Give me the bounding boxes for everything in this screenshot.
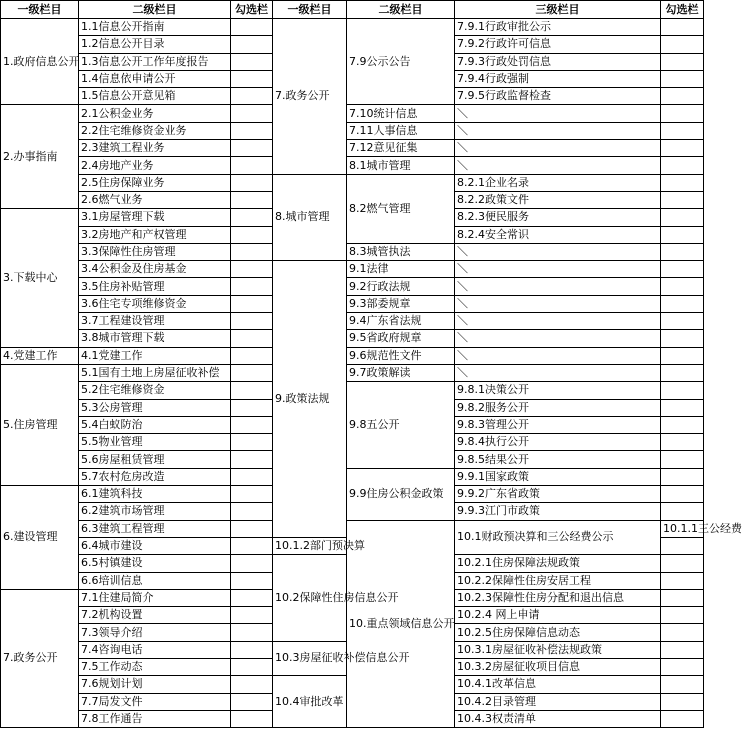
header-check-b: 勾选栏 (661, 1, 704, 19)
check-cell[interactable] (661, 105, 704, 122)
check-cell[interactable] (231, 382, 273, 399)
check-cell[interactable] (231, 468, 273, 485)
right-l2-cell: 9.6规范性文件 (347, 347, 455, 364)
left-item-cell: 7.8工作通告 (79, 710, 231, 727)
check-cell[interactable] (231, 710, 273, 727)
left-item-cell: 3.7工程建设管理 (79, 313, 231, 330)
right-l2-cell: 9.5省政府规章 (347, 330, 455, 347)
check-cell[interactable] (661, 347, 704, 364)
check-cell[interactable] (231, 607, 273, 624)
header-check: 勾选栏 (231, 1, 273, 19)
check-cell[interactable] (661, 209, 704, 226)
check-cell[interactable] (231, 537, 273, 554)
header-level2-b: 二级栏目 (347, 1, 455, 19)
check-cell[interactable] (231, 572, 273, 589)
header-level3: 三级栏目 (455, 1, 661, 19)
table-row (1, 382, 704, 399)
left-item-cell: 5.3公房管理 (79, 399, 231, 416)
left-item-cell: 6.5村镇建设 (79, 555, 231, 572)
table-row (1, 330, 704, 347)
check-cell[interactable] (231, 261, 273, 278)
check-cell[interactable] (661, 36, 704, 53)
table-row (1, 261, 704, 278)
check-cell[interactable] (231, 157, 273, 174)
left-item-cell: 1.2信息公开目录 (79, 36, 231, 53)
left-group-cell: 2.办事指南 (1, 105, 79, 209)
check-cell[interactable] (661, 313, 704, 330)
check-cell[interactable] (231, 641, 273, 658)
right-l3-cell: 10.3.2房屋征收项目信息 (455, 658, 661, 675)
right-l3-cell: 7.9.1行政审批公示 (455, 19, 661, 36)
right-l2-cell: 7.9公示公告 (347, 19, 455, 105)
table-row (1, 295, 704, 312)
check-cell[interactable] (231, 226, 273, 243)
check-cell[interactable] (661, 157, 704, 174)
right-l2-cell: 7.12意见征集 (347, 140, 455, 157)
check-cell[interactable] (231, 399, 273, 416)
right-l3-cell: 9.9.3江门市政策 (455, 503, 661, 520)
left-item-cell: 5.4白蚁防治 (79, 416, 231, 433)
check-cell[interactable] (661, 416, 704, 433)
check-cell[interactable] (661, 174, 704, 191)
left-item-cell: 1.1信息公开指南 (79, 19, 231, 36)
check-cell[interactable] (231, 624, 273, 641)
check-cell[interactable] (231, 589, 273, 606)
left-item-cell: 3.1房屋管理下载 (79, 209, 231, 226)
check-cell[interactable] (661, 364, 704, 381)
left-group-cell: 3.下载中心 (1, 209, 79, 347)
check-cell[interactable] (661, 624, 704, 641)
check-cell[interactable] (661, 555, 704, 572)
check-cell[interactable] (231, 347, 273, 364)
right-l2-cell: 8.3城管执法 (347, 243, 455, 260)
check-cell[interactable] (231, 88, 273, 105)
slash-cell: ＼ (455, 295, 661, 312)
slash-cell: ＼ (455, 243, 661, 260)
check-cell[interactable] (231, 36, 273, 53)
check-cell[interactable] (661, 88, 704, 105)
slash-cell: ＼ (455, 330, 661, 347)
right-l2-cell: 10.3房屋征收补偿信息公开 (273, 641, 347, 676)
right-l2-cell: 10.1财政预决算和三公经费公示 (455, 520, 661, 555)
table-row (1, 105, 704, 122)
table-row (1, 19, 704, 36)
left-item-cell: 4.1党建工作 (79, 347, 231, 364)
right-l3-cell: 9.8.1决策公开 (455, 382, 661, 399)
right-l3-cell: 7.9.2行政许可信息 (455, 36, 661, 53)
check-cell[interactable] (231, 278, 273, 295)
right-l2-cell: 7.11人事信息 (347, 122, 455, 139)
check-cell[interactable] (231, 313, 273, 330)
left-item-cell: 7.3领导介绍 (79, 624, 231, 641)
check-cell[interactable] (231, 451, 273, 468)
check-cell[interactable] (661, 261, 704, 278)
left-item-cell: 1.4信息依申请公开 (79, 70, 231, 87)
left-group-cell: 7.政务公开 (1, 589, 79, 727)
slash-cell: ＼ (455, 261, 661, 278)
table-row (1, 520, 704, 537)
check-cell[interactable] (661, 589, 704, 606)
check-cell[interactable] (231, 658, 273, 675)
left-item-cell: 5.1国有土地上房屋征收补偿 (79, 364, 231, 381)
check-cell[interactable] (231, 105, 273, 122)
left-item-cell: 5.6房屋租赁管理 (79, 451, 231, 468)
left-item-cell: 2.2住宅维修资金业务 (79, 122, 231, 139)
right-l3-cell: 7.9.3行政处罚信息 (455, 53, 661, 70)
check-cell[interactable] (661, 486, 704, 503)
left-item-cell: 5.5物业管理 (79, 434, 231, 451)
left-item-cell: 3.8城市管理下载 (79, 330, 231, 347)
check-cell[interactable] (661, 399, 704, 416)
left-item-cell: 2.6燃气业务 (79, 191, 231, 208)
right-l2-cell: 9.4广东省法规 (347, 313, 455, 330)
right-l3-cell: 8.2.2政策文件 (455, 191, 661, 208)
right-l2-cell: 10.4审批改革 (273, 676, 347, 728)
slash-cell: ＼ (455, 157, 661, 174)
left-item-cell: 3.5住房补贴管理 (79, 278, 231, 295)
table-row (1, 140, 704, 157)
right-l3-cell: 8.2.3便民服务 (455, 209, 661, 226)
right-l3-cell: 7.9.5行政监督检查 (455, 88, 661, 105)
left-item-cell: 3.3保障性住房管理 (79, 243, 231, 260)
left-item-cell: 6.3建筑工程管理 (79, 520, 231, 537)
right-l2-cell: 8.2燃气管理 (347, 174, 455, 243)
right-l3-cell: 8.2.1企业名录 (455, 174, 661, 191)
check-cell[interactable] (231, 520, 273, 537)
header-level2: 二级栏目 (79, 1, 231, 19)
right-l2-cell: 10.2保障性住房信息公开 (273, 555, 347, 641)
right-l3-cell: 10.4.3权责清单 (455, 710, 661, 727)
check-cell[interactable] (231, 174, 273, 191)
right-l3-cell: 9.8.5结果公开 (455, 451, 661, 468)
right-l3-cell: 9.8.3管理公开 (455, 416, 661, 433)
table-row (1, 313, 704, 330)
left-item-cell: 3.6住宅专项维修资金 (79, 295, 231, 312)
right-l2-cell: 9.2行政法规 (347, 278, 455, 295)
left-item-cell: 1.3信息公开工作年度报告 (79, 53, 231, 70)
check-cell[interactable] (661, 382, 704, 399)
check-cell[interactable] (661, 641, 704, 658)
check-cell[interactable] (661, 676, 704, 693)
check-cell[interactable] (231, 330, 273, 347)
check-cell[interactable] (661, 434, 704, 451)
slash-cell: ＼ (455, 105, 661, 122)
right-l3-cell: 9.8.4执行公开 (455, 434, 661, 451)
slash-cell: ＼ (455, 122, 661, 139)
right-l2-cell: 7.10统计信息 (347, 105, 455, 122)
left-item-cell: 5.7农村危房改造 (79, 468, 231, 485)
table-row (1, 347, 704, 364)
check-cell[interactable] (661, 19, 704, 36)
left-item-cell: 5.2住宅维修资金 (79, 382, 231, 399)
right-l3-cell: 9.8.2服务公开 (455, 399, 661, 416)
check-cell[interactable] (231, 486, 273, 503)
left-item-cell: 6.4城市建设 (79, 537, 231, 554)
check-cell[interactable] (231, 364, 273, 381)
right-l3-cell: 10.2.1住房保障法规政策 (455, 555, 661, 572)
left-item-cell: 7.4咨询电话 (79, 641, 231, 658)
check-cell[interactable] (661, 278, 704, 295)
check-cell[interactable] (661, 468, 704, 485)
table-row (1, 122, 704, 139)
left-group-cell: 6.建设管理 (1, 486, 79, 590)
check-cell[interactable] (661, 191, 704, 208)
right-group-cell: 9.政策法规 (273, 261, 347, 538)
check-cell[interactable] (231, 555, 273, 572)
check-cell[interactable] (231, 243, 273, 260)
right-l2-cell: 9.7政策解读 (347, 364, 455, 381)
check-cell[interactable] (661, 607, 704, 624)
check-cell[interactable] (661, 503, 704, 520)
check-cell[interactable] (231, 676, 273, 693)
slash-cell: ＼ (455, 347, 661, 364)
right-l3-cell: 10.4.1改革信息 (455, 676, 661, 693)
check-cell[interactable] (231, 416, 273, 433)
left-item-cell: 7.2机构设置 (79, 607, 231, 624)
right-l3-cell: 10.4.2目录管理 (455, 693, 661, 710)
left-item-cell: 1.5信息公开意见箱 (79, 88, 231, 105)
right-l3-cell: 10.3.1房屋征收补偿法规政策 (455, 641, 661, 658)
right-group-cell: 10.重点领域信息公开 (347, 520, 455, 728)
header-row (1, 1, 704, 19)
slash-cell: ＼ (455, 140, 661, 157)
header-level1-b: 一级栏目 (273, 1, 347, 19)
right-l3-cell: 10.2.4 网上申请 (455, 607, 661, 624)
left-item-cell: 6.1建筑科技 (79, 486, 231, 503)
right-l2-cell: 9.3部委规章 (347, 295, 455, 312)
right-l3-cell: 7.9.4行政强制 (455, 70, 661, 87)
check-cell[interactable] (231, 693, 273, 710)
check-cell[interactable] (231, 434, 273, 451)
right-l3-cell: 9.9.2广东省政策 (455, 486, 661, 503)
check-cell[interactable] (661, 53, 704, 70)
table-row (1, 468, 704, 485)
check-cell[interactable] (661, 572, 704, 589)
check-cell[interactable] (231, 209, 273, 226)
right-l3-cell: 8.2.4安全常识 (455, 226, 661, 243)
right-l2-cell: 9.8五公开 (347, 382, 455, 468)
right-l2-cell: 8.1城市管理 (347, 157, 455, 174)
slash-cell: ＼ (455, 313, 661, 330)
check-cell[interactable] (661, 710, 704, 727)
table-row (1, 157, 704, 174)
right-l2-cell: 9.9住房公积金政策 (347, 468, 455, 520)
left-item-cell: 2.3建筑工程业务 (79, 140, 231, 157)
check-cell[interactable] (661, 295, 704, 312)
check-cell[interactable] (231, 19, 273, 36)
check-cell[interactable] (231, 503, 273, 520)
left-item-cell: 7.6规划计划 (79, 676, 231, 693)
slash-cell: ＼ (455, 364, 661, 381)
check-cell[interactable] (661, 330, 704, 347)
check-cell[interactable] (661, 693, 704, 710)
left-item-cell: 3.2房地产和产权管理 (79, 226, 231, 243)
left-item-cell: 3.4公积金及住房基金 (79, 261, 231, 278)
table-row (1, 174, 704, 191)
left-item-cell: 6.6培训信息 (79, 572, 231, 589)
left-item-cell: 2.4房地产业务 (79, 157, 231, 174)
check-cell[interactable] (661, 70, 704, 87)
check-cell[interactable] (661, 122, 704, 139)
left-item-cell: 2.5住房保障业务 (79, 174, 231, 191)
left-item-cell: 2.1公积金业务 (79, 105, 231, 122)
right-l3-cell: 9.9.1国家政策 (455, 468, 661, 485)
check-cell[interactable] (231, 140, 273, 157)
header-level1: 一级栏目 (1, 1, 79, 19)
left-item-cell: 7.5工作动态 (79, 658, 231, 675)
check-cell[interactable] (661, 140, 704, 157)
right-l3-cell: 10.2.2保障性住房安居工程 (455, 572, 661, 589)
check-cell[interactable] (231, 122, 273, 139)
right-l3-cell: 10.1.2部门预决算 (273, 537, 347, 554)
right-group-cell: 7.政务公开 (273, 19, 347, 175)
left-item-cell: 6.2建筑市场管理 (79, 503, 231, 520)
left-item-cell: 7.7局发文件 (79, 693, 231, 710)
left-group-cell: 1.政府信息公开 (1, 19, 79, 105)
right-l3-cell: 10.2.5住房保障信息动态 (455, 624, 661, 641)
table-row (1, 278, 704, 295)
check-cell[interactable] (231, 53, 273, 70)
check-cell[interactable] (231, 70, 273, 87)
right-l2-cell: 9.1法律 (347, 261, 455, 278)
check-cell[interactable] (661, 658, 704, 675)
left-group-cell: 5.住房管理 (1, 364, 79, 485)
slash-cell: ＼ (455, 278, 661, 295)
check-cell[interactable] (661, 243, 704, 260)
right-l3-cell: 10.1.1三公经费 (661, 520, 704, 537)
right-l3-cell: 10.2.3保障性住房分配和退出信息 (455, 589, 661, 606)
check-cell[interactable] (661, 451, 704, 468)
table-row (1, 243, 704, 260)
check-cell[interactable] (231, 191, 273, 208)
left-item-cell: 7.1住建局简介 (79, 589, 231, 606)
right-group-cell: 8.城市管理 (273, 174, 347, 260)
check-cell[interactable] (661, 537, 704, 554)
left-group-cell: 4.党建工作 (1, 347, 79, 364)
check-cell[interactable] (661, 226, 704, 243)
check-cell[interactable] (231, 295, 273, 312)
